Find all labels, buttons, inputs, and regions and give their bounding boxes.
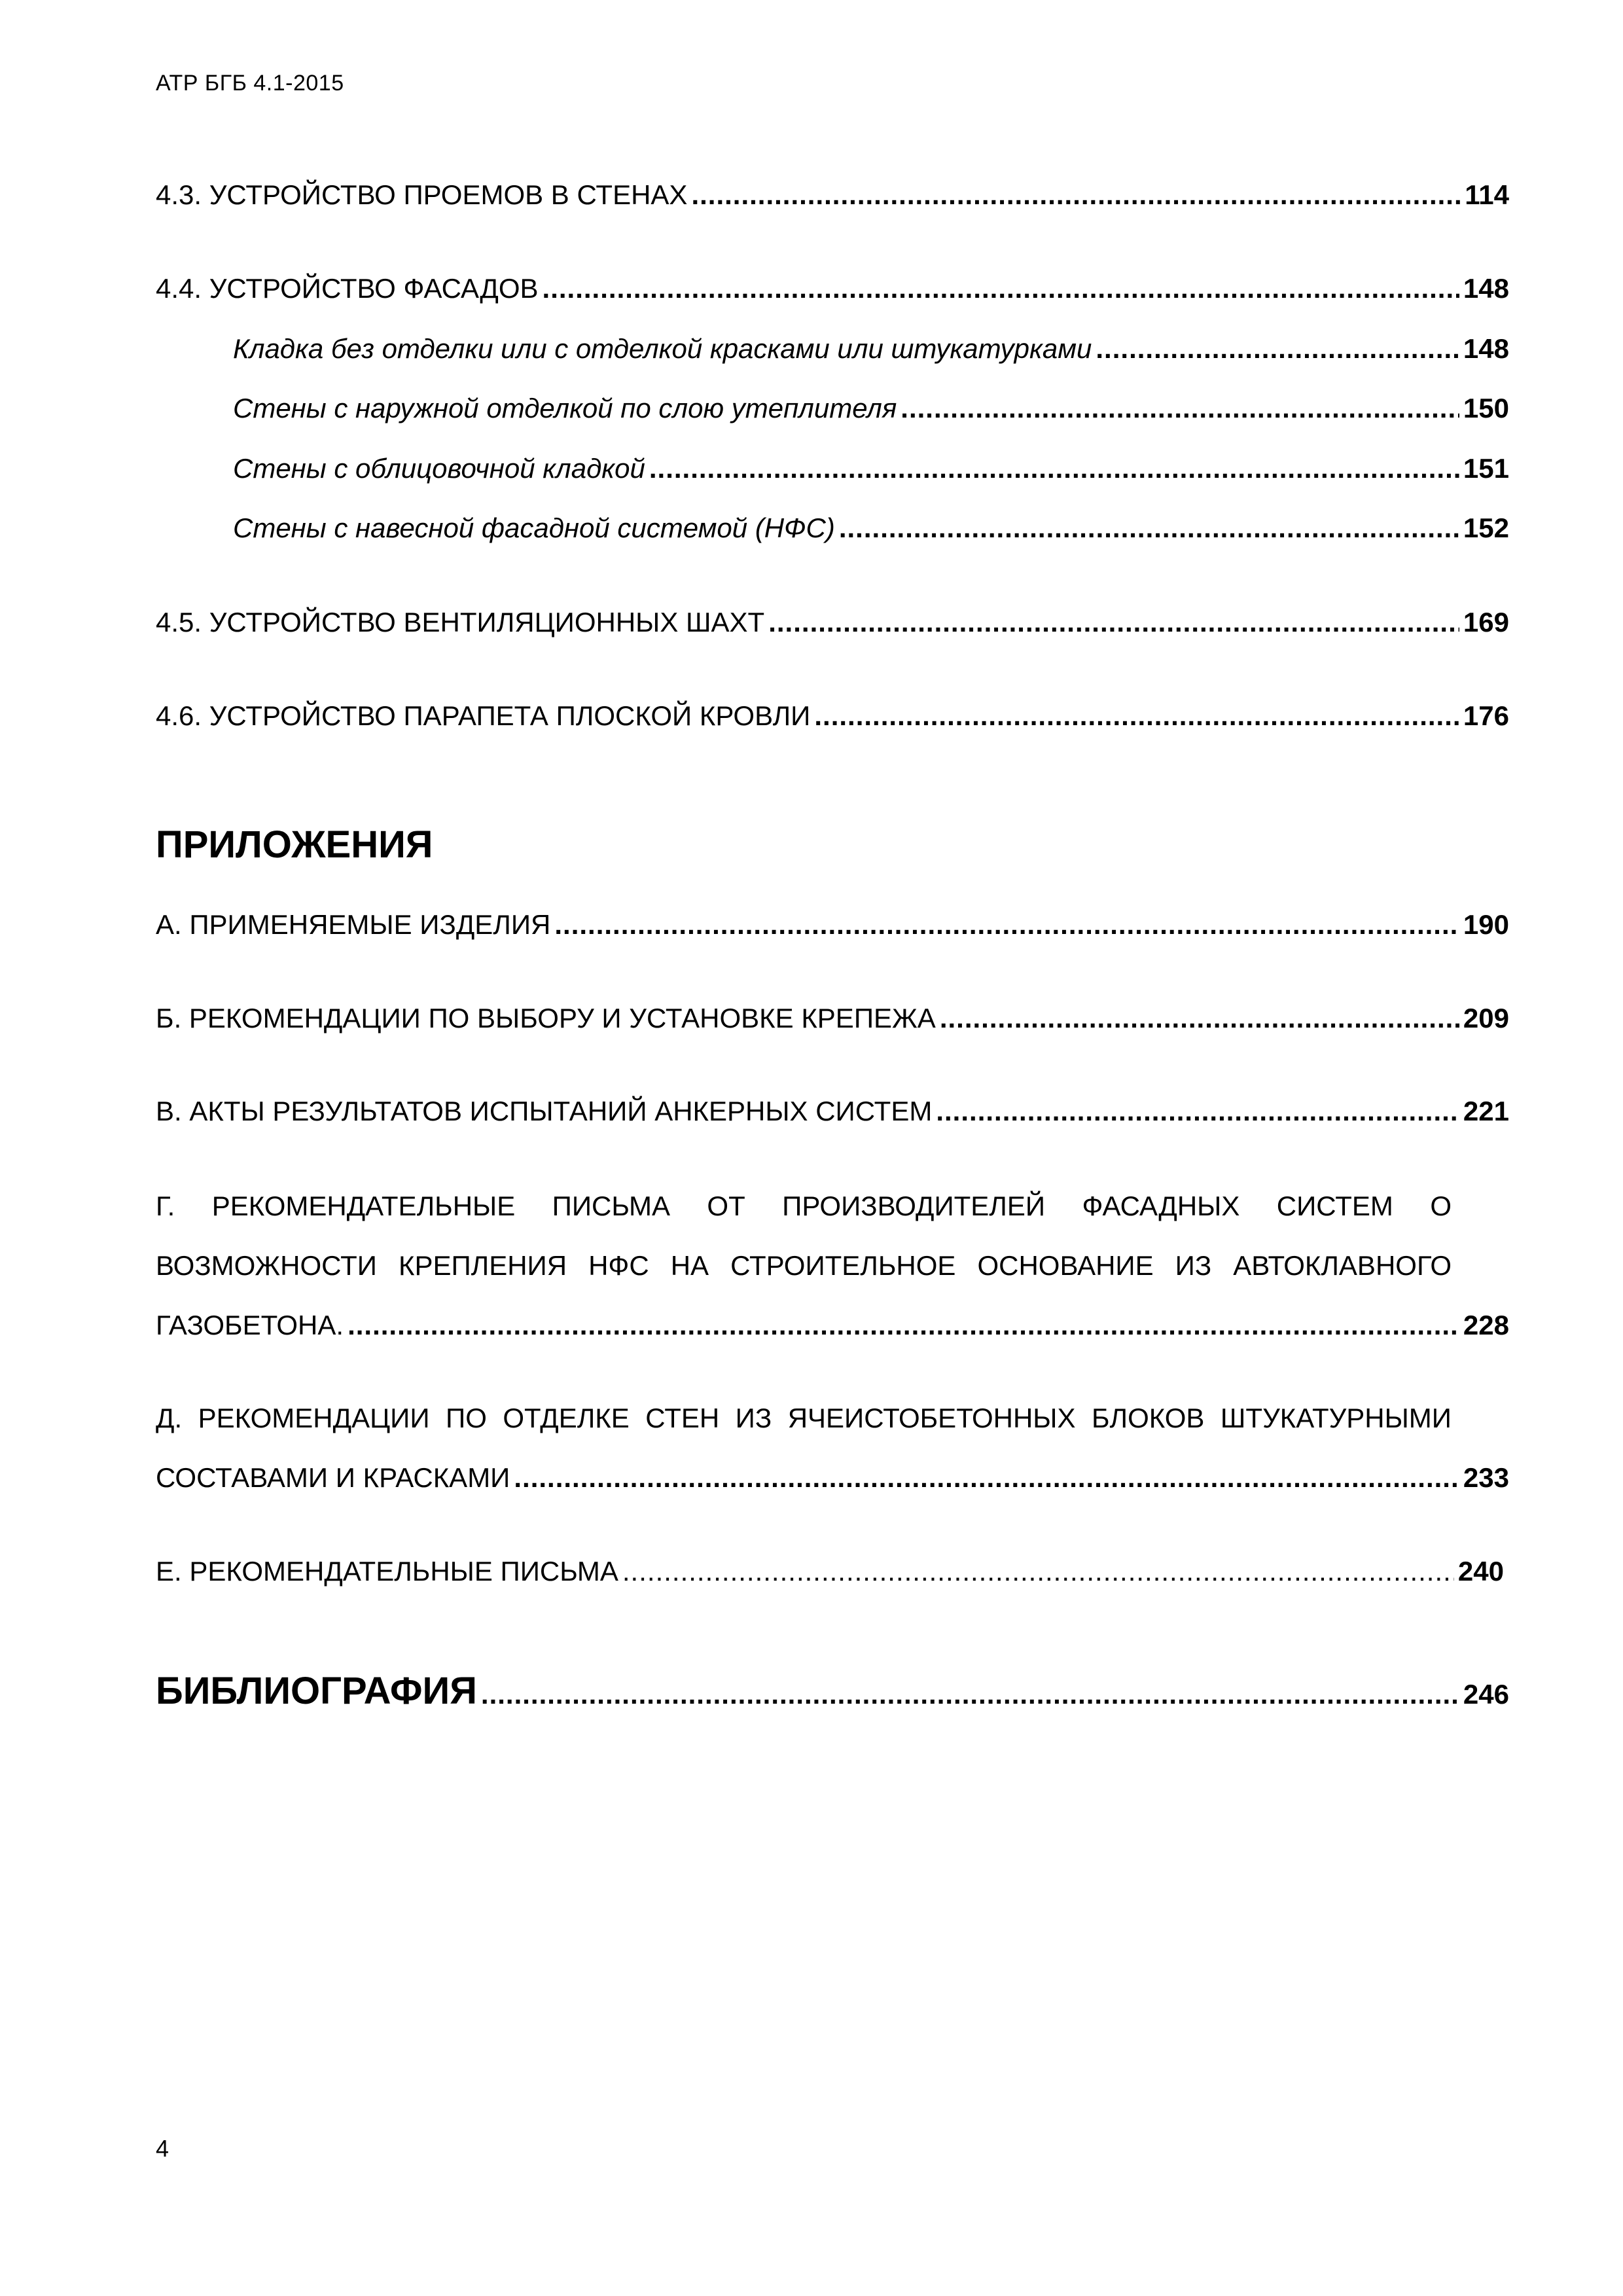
toc-entry-page: 176: [1463, 700, 1509, 731]
toc-appendix-v[interactable]: [156, 1098, 1509, 1125]
toc-entry-label: Е. РЕКОМЕНДАТЕЛЬНЫЕ ПИСЬМА: [156, 1556, 618, 1587]
toc-entry-4-5[interactable]: [156, 609, 1509, 636]
dot-leader: [514, 1464, 1459, 1492]
toc-appendix-d-line-1[interactable]: Д. РЕКОМЕНДАЦИИ ПО ОТДЕЛКЕ СТЕН ИЗ ЯЧЕИСТОБЕТОННЫХ БЛОКОВ ШТУКАТУРНЫМИ: [156, 1403, 1452, 1433]
toc-entry-label: Стены с навесной фасадной системой (НФС): [233, 512, 835, 543]
toc-entry-page: 240: [1457, 1556, 1504, 1587]
toc-subentry-ventilated-facade[interactable]: [233, 514, 1509, 542]
toc-entry-page: 209: [1463, 1003, 1509, 1033]
toc-entry-label: Кладка без отделки или с отделкой красками или штукатурками: [233, 333, 1092, 364]
dot-leader: [768, 609, 1459, 636]
dot-leader: [691, 181, 1461, 209]
toc-appendix-g-line-1[interactable]: Г. РЕКОМЕНДАТЕЛЬНЫЕ ПИСЬМА ОТ ПРОИЗВОДИТЕЛЕЙ ФАСАДНЫХ СИСТЕМ О: [156, 1191, 1452, 1221]
dot-leader: [901, 395, 1459, 422]
toc-bibliography[interactable]: [156, 1672, 1509, 1710]
toc-entry-label: Б. РЕКОМЕНДАЦИИ ПО ВЫБОРУ И УСТАНОВКЕ КРЕПЕЖА: [156, 1003, 936, 1033]
dot-leader: [940, 1005, 1459, 1032]
toc-entry-label: БИБЛИОГРАФИЯ: [156, 1670, 477, 1712]
dot-leader: [348, 1312, 1459, 1339]
toc-entry-page: 151: [1463, 453, 1509, 484]
toc-appendix-g-line-2[interactable]: ВОЗМОЖНОСТИ КРЕПЛЕНИЯ НФС НА СТРОИТЕЛЬНОЕ ОСНОВАНИЕ ИЗ АВТОКЛАВНОГО: [156, 1250, 1452, 1281]
document-code: АТР БГБ 4.1-2015: [156, 71, 344, 96]
toc-entry-label: ГАЗОБЕТОНА.: [156, 1310, 344, 1340]
toc-entry-label: 4.5. УСТРОЙСТВО ВЕНТИЛЯЦИОННЫХ ШАХТ: [156, 607, 765, 637]
dot-leader: [481, 1681, 1459, 1708]
toc-entry-page: 148: [1463, 333, 1509, 364]
toc-entry-page: 152: [1463, 512, 1509, 543]
toc-subentry-facing-masonry[interactable]: [233, 455, 1509, 482]
dot-leader: [554, 911, 1459, 939]
dot-leader: [814, 702, 1459, 730]
dot-leader: [839, 514, 1459, 542]
dot-leader: [622, 1558, 1454, 1585]
toc-entry-label: 4.6. УСТРОЙСТВО ПАРАПЕТА ПЛОСКОЙ КРОВЛИ: [156, 700, 811, 731]
toc-entry-page: 246: [1463, 1679, 1509, 1710]
toc-entry-label: Стены с облицовочной кладкой: [233, 453, 645, 484]
toc-appendix-a[interactable]: [156, 911, 1509, 939]
toc-entry-page: 169: [1463, 607, 1509, 637]
toc-entry-label: А. ПРИМЕНЯЕМЫЕ ИЗДЕЛИЯ: [156, 909, 551, 940]
toc-entry-page: 233: [1463, 1462, 1509, 1493]
toc-entry-4-3[interactable]: [156, 181, 1509, 209]
page-number: 4: [156, 2135, 169, 2162]
toc-entry-page: 114: [1465, 179, 1509, 210]
dot-leader: [936, 1098, 1459, 1125]
dot-leader: [1096, 335, 1459, 363]
toc-entry-4-4[interactable]: [156, 275, 1509, 302]
toc-subentry-masonry-plain[interactable]: [233, 335, 1509, 363]
toc-entry-page: 228: [1463, 1310, 1509, 1340]
toc-entry-4-6[interactable]: [156, 702, 1509, 730]
toc-entry-page: 190: [1463, 909, 1509, 940]
appendices-heading: ПРИЛОЖЕНИЯ: [156, 823, 433, 866]
dot-leader: [649, 455, 1459, 482]
toc-entry-page: 221: [1463, 1096, 1509, 1126]
toc-entry-page: 150: [1463, 393, 1509, 423]
toc-entry-label: В. АКТЫ РЕЗУЛЬТАТОВ ИСПЫТАНИЙ АНКЕРНЫХ СИСТЕМ: [156, 1096, 933, 1126]
dot-leader: [543, 275, 1459, 302]
toc-entry-label: 4.3. УСТРОЙСТВО ПРОЕМОВ В СТЕНАХ: [156, 179, 688, 210]
toc-subentry-insulated-walls[interactable]: [233, 395, 1509, 422]
toc-appendix-d-line-2[interactable]: [156, 1464, 1509, 1492]
toc-appendix-g-line-3[interactable]: [156, 1312, 1509, 1339]
toc-entry-label: Стены с наружной отделкой по слою утеплителя: [233, 393, 897, 423]
toc-entry-page: 148: [1463, 273, 1509, 304]
toc-appendix-b[interactable]: [156, 1005, 1509, 1032]
toc-appendix-e[interactable]: [156, 1558, 1504, 1585]
toc-entry-label: СОСТАВАМИ И КРАСКАМИ: [156, 1462, 510, 1493]
toc-entry-label: 4.4. УСТРОЙСТВО ФАСАДОВ: [156, 273, 539, 304]
